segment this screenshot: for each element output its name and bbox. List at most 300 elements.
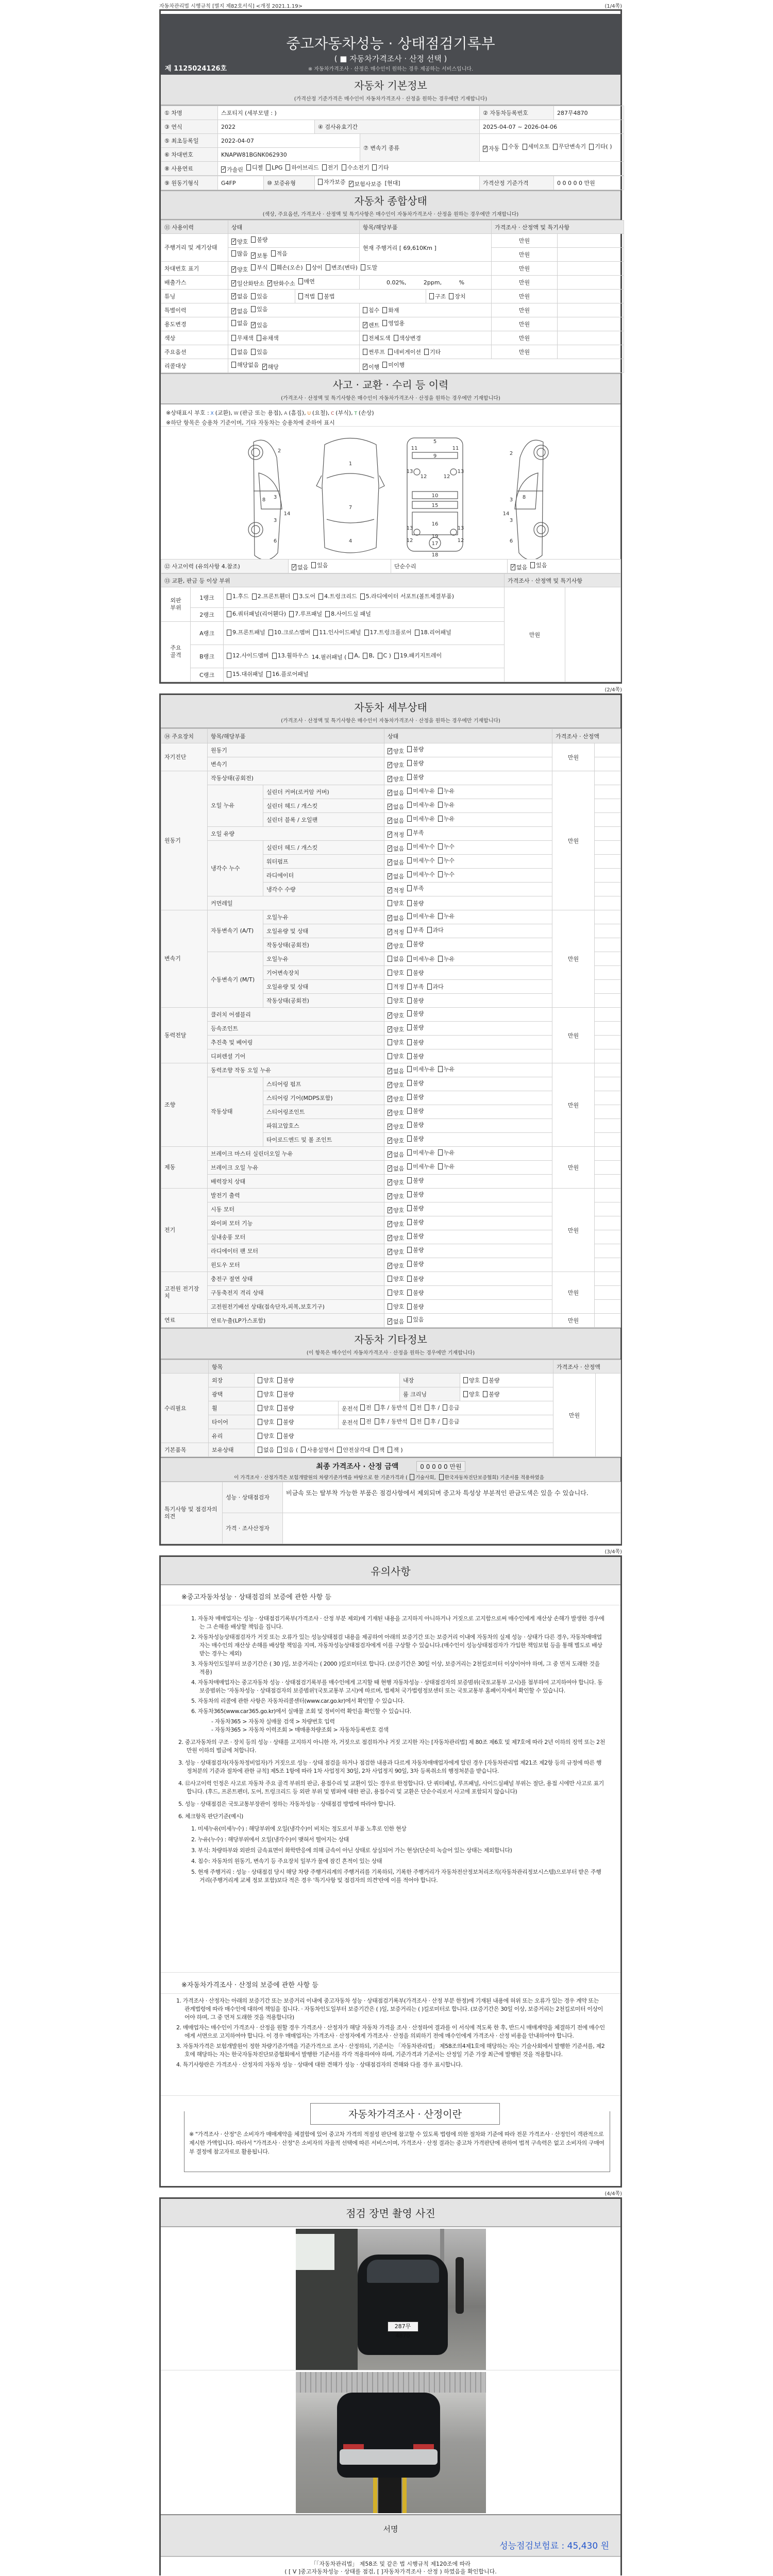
empty-box-icon[interactable] (277, 1377, 282, 1383)
checked-box-icon[interactable]: ✓ (388, 1179, 393, 1185)
checkbox-option[interactable] (483, 1376, 499, 1384)
empty-box-icon[interactable] (298, 278, 303, 284)
checked-box-icon[interactable]: ✓ (388, 1249, 393, 1255)
checkbox-option[interactable] (438, 1065, 455, 1073)
checked-box-icon[interactable]: ✓ (388, 929, 393, 935)
empty-box-icon[interactable] (277, 1391, 282, 1397)
empty-box-icon[interactable] (311, 562, 316, 568)
checkbox-option[interactable] (388, 1052, 404, 1060)
checkbox-option[interactable] (407, 982, 424, 991)
empty-box-icon[interactable] (388, 1447, 392, 1453)
checkbox-option[interactable] (231, 361, 259, 369)
checkbox-option[interactable] (231, 319, 248, 327)
empty-box-icon[interactable] (258, 1433, 262, 1439)
checkbox-option[interactable] (388, 1025, 404, 1033)
checkbox-option[interactable] (425, 1417, 440, 1426)
empty-box-icon[interactable] (407, 1010, 412, 1016)
checkbox-option[interactable] (407, 1023, 424, 1031)
empty-box-icon[interactable] (407, 900, 412, 906)
checkbox-option[interactable] (438, 787, 455, 795)
empty-box-icon[interactable] (438, 913, 443, 919)
checked-box-icon[interactable]: ✓ (292, 564, 297, 570)
empty-box-icon[interactable] (502, 144, 507, 150)
checkbox-option[interactable] (361, 263, 377, 272)
checkbox-option[interactable] (407, 1289, 424, 1297)
empty-box-icon[interactable] (342, 164, 346, 171)
empty-box-icon[interactable] (407, 1290, 412, 1296)
checkbox-option[interactable] (388, 1178, 404, 1187)
empty-box-icon[interactable] (388, 900, 392, 906)
checkbox-option[interactable] (231, 238, 248, 246)
empty-box-icon[interactable] (443, 1404, 447, 1411)
checkbox-option[interactable] (277, 1404, 294, 1412)
checked-box-icon[interactable]: ✓ (388, 1207, 393, 1213)
checkbox-option[interactable] (443, 1417, 459, 1426)
empty-box-icon[interactable] (375, 1404, 379, 1411)
checkbox-option[interactable] (407, 926, 424, 934)
checkbox-option[interactable] (438, 815, 455, 823)
empty-box-icon[interactable] (388, 984, 392, 990)
empty-box-icon[interactable] (348, 653, 353, 659)
checkbox-option[interactable] (257, 334, 279, 342)
empty-box-icon[interactable] (411, 1418, 415, 1425)
empty-box-icon[interactable] (266, 671, 271, 677)
empty-box-icon[interactable] (251, 264, 256, 270)
checkbox-option[interactable] (246, 163, 263, 172)
checked-box-icon[interactable]: ✓ (388, 1138, 393, 1143)
checkbox-option[interactable] (438, 1162, 455, 1171)
checked-box-icon[interactable]: ✓ (388, 1110, 393, 1115)
checkbox-option[interactable] (364, 629, 412, 636)
checkbox-option[interactable] (277, 1432, 294, 1440)
empty-box-icon[interactable] (306, 264, 311, 270)
checkbox-option[interactable] (407, 1275, 424, 1283)
empty-box-icon[interactable] (318, 293, 323, 299)
checkbox-option[interactable] (231, 334, 254, 342)
empty-box-icon[interactable] (438, 1163, 443, 1170)
checkbox-option[interactable] (407, 1107, 424, 1115)
checked-box-icon[interactable]: ✓ (388, 790, 393, 795)
checked-box-icon[interactable]: ✓ (388, 915, 393, 921)
checkbox-option[interactable] (425, 1403, 440, 1412)
checkbox-option[interactable] (407, 1232, 424, 1240)
empty-box-icon[interactable] (407, 760, 412, 766)
empty-box-icon[interactable] (407, 829, 412, 836)
checkbox-option[interactable] (227, 652, 269, 659)
checkbox-option[interactable] (388, 1038, 404, 1046)
checkbox-option[interactable] (407, 773, 424, 781)
checkbox-option[interactable] (388, 886, 404, 894)
checkbox-option[interactable] (388, 1192, 404, 1200)
checkbox-option[interactable] (318, 178, 346, 186)
checkbox-option[interactable] (298, 292, 315, 300)
checked-box-icon[interactable]: ✓ (388, 804, 393, 809)
checkbox-option[interactable] (231, 279, 264, 287)
checked-box-icon[interactable]: ✓ (232, 239, 237, 244)
checked-box-icon[interactable]: ✓ (388, 1096, 393, 1101)
checkbox-option[interactable] (388, 872, 404, 880)
checked-box-icon[interactable]: ✓ (232, 280, 237, 286)
checkbox-option[interactable] (363, 321, 379, 329)
checkbox-option[interactable] (227, 629, 265, 636)
checked-box-icon[interactable]: ✓ (388, 943, 393, 948)
checkbox-option[interactable] (407, 899, 424, 907)
checkbox-option[interactable] (271, 249, 288, 258)
empty-box-icon[interactable] (318, 179, 323, 185)
checkbox-option[interactable] (407, 1065, 435, 1073)
empty-box-icon[interactable] (258, 1447, 262, 1453)
checkbox-option[interactable] (348, 652, 360, 659)
empty-box-icon[interactable] (363, 349, 367, 355)
checkbox-option[interactable] (449, 292, 465, 300)
empty-box-icon[interactable] (372, 164, 377, 171)
checkbox-option[interactable] (407, 1134, 424, 1143)
empty-box-icon[interactable] (388, 349, 393, 355)
empty-box-icon[interactable] (407, 1261, 412, 1267)
empty-box-icon[interactable] (407, 746, 412, 752)
checkbox-option[interactable] (388, 1262, 404, 1270)
checkbox-option[interactable] (325, 611, 371, 618)
empty-box-icon[interactable] (438, 802, 443, 808)
checkbox-option[interactable] (407, 1260, 424, 1268)
empty-box-icon[interactable] (439, 1474, 444, 1480)
checkbox-option[interactable] (388, 1137, 404, 1145)
empty-box-icon[interactable] (258, 1405, 262, 1411)
checkbox-option[interactable] (293, 593, 315, 600)
empty-box-icon[interactable] (388, 1053, 392, 1059)
checkbox-option[interactable] (382, 361, 405, 369)
checkbox-option[interactable] (251, 348, 267, 356)
checkbox-option[interactable] (349, 180, 382, 188)
checkbox-option[interactable] (363, 306, 379, 314)
checkbox-option[interactable] (231, 307, 248, 315)
checked-box-icon[interactable]: ✓ (363, 322, 368, 328)
empty-box-icon[interactable] (374, 1447, 378, 1453)
checkbox-option[interactable] (258, 1418, 274, 1426)
checked-box-icon[interactable]: ✓ (388, 1318, 393, 1324)
checkbox-option[interactable] (318, 593, 357, 600)
checkbox-option[interactable] (388, 858, 404, 867)
checkbox-option[interactable] (252, 593, 291, 600)
checkbox-option[interactable] (407, 1162, 435, 1171)
checked-box-icon[interactable]: ✓ (251, 252, 256, 258)
checkbox-option[interactable] (231, 249, 248, 258)
checkbox-option[interactable] (407, 1148, 435, 1157)
checkbox-option[interactable] (388, 1317, 404, 1326)
empty-box-icon[interactable] (388, 1290, 392, 1296)
checkbox-option[interactable] (388, 1302, 404, 1311)
checkbox-option[interactable] (360, 593, 454, 600)
empty-box-icon[interactable] (251, 349, 256, 355)
empty-box-icon[interactable] (407, 1149, 412, 1156)
empty-box-icon[interactable] (438, 857, 443, 863)
empty-box-icon[interactable] (364, 630, 369, 636)
empty-box-icon[interactable] (407, 1233, 412, 1239)
empty-box-icon[interactable] (407, 1039, 412, 1045)
checkbox-option[interactable] (258, 1432, 274, 1440)
checkbox-option[interactable] (227, 611, 286, 618)
checkbox-option[interactable] (388, 747, 404, 755)
checkbox-option[interactable] (388, 831, 404, 839)
empty-box-icon[interactable] (231, 320, 236, 326)
checkbox-option[interactable] (407, 1190, 424, 1198)
checked-box-icon[interactable]: ✓ (388, 762, 393, 768)
empty-box-icon[interactable] (407, 984, 412, 990)
empty-box-icon[interactable] (427, 927, 432, 933)
checkbox-option[interactable] (553, 143, 586, 150)
checkbox-option[interactable] (589, 143, 612, 150)
empty-box-icon[interactable] (227, 671, 231, 677)
empty-box-icon[interactable] (378, 653, 382, 659)
checkbox-option[interactable] (388, 1067, 404, 1075)
checkbox-option[interactable] (407, 1218, 424, 1226)
checkbox-option[interactable] (292, 563, 308, 571)
empty-box-icon[interactable] (375, 1418, 379, 1425)
empty-box-icon[interactable] (231, 362, 236, 368)
checked-box-icon[interactable]: ✓ (388, 776, 393, 782)
checkbox-option[interactable] (502, 143, 519, 150)
checked-box-icon[interactable]: ✓ (222, 166, 226, 172)
empty-box-icon[interactable] (272, 653, 277, 659)
empty-box-icon[interactable] (407, 956, 412, 962)
checkbox-option[interactable] (438, 842, 455, 851)
empty-box-icon[interactable] (407, 788, 412, 794)
checkbox-option[interactable] (411, 1417, 422, 1426)
checkbox-option[interactable] (463, 1376, 480, 1384)
empty-box-icon[interactable] (268, 630, 273, 636)
empty-box-icon[interactable] (438, 1066, 443, 1072)
empty-box-icon[interactable] (388, 970, 392, 976)
empty-box-icon[interactable] (407, 1053, 412, 1059)
empty-box-icon[interactable] (227, 630, 231, 636)
empty-box-icon[interactable] (382, 307, 387, 313)
checked-box-icon[interactable]: ✓ (388, 1026, 393, 1032)
checkbox-option[interactable] (388, 348, 421, 356)
checkbox-option[interactable] (231, 292, 248, 300)
empty-box-icon[interactable] (438, 816, 443, 822)
checkbox-option[interactable] (407, 1302, 424, 1311)
empty-box-icon[interactable] (589, 144, 594, 150)
checkbox-option[interactable] (277, 1376, 294, 1384)
checkbox-option[interactable] (407, 1204, 424, 1212)
empty-box-icon[interactable] (438, 956, 443, 962)
checkbox-option[interactable] (388, 761, 404, 769)
empty-box-icon[interactable] (326, 264, 330, 270)
checkbox-option[interactable] (407, 1038, 424, 1046)
checkbox-option[interactable] (262, 363, 279, 371)
empty-box-icon[interactable] (407, 1177, 412, 1183)
checkbox-option[interactable] (374, 1446, 385, 1454)
checkbox-option[interactable] (388, 844, 404, 853)
empty-box-icon[interactable] (251, 306, 256, 312)
empty-box-icon[interactable] (438, 1149, 443, 1156)
checkbox-option[interactable] (372, 163, 389, 172)
checkbox-option[interactable] (342, 163, 369, 172)
empty-box-icon[interactable] (388, 956, 392, 962)
empty-box-icon[interactable] (325, 611, 330, 617)
checkbox-option[interactable] (388, 817, 404, 825)
empty-box-icon[interactable] (227, 611, 231, 617)
empty-box-icon[interactable] (231, 335, 236, 341)
empty-box-icon[interactable] (388, 997, 392, 1004)
empty-box-icon[interactable] (258, 1377, 262, 1383)
checkbox-option[interactable] (438, 1148, 455, 1157)
checkbox-option[interactable] (277, 1418, 294, 1426)
empty-box-icon[interactable] (407, 1122, 412, 1128)
checkbox-option[interactable] (511, 563, 527, 571)
empty-box-icon[interactable] (407, 774, 412, 780)
checkbox-option[interactable] (268, 629, 311, 636)
checkbox-option[interactable] (285, 163, 318, 172)
empty-box-icon[interactable] (277, 1433, 282, 1439)
checkbox-option[interactable] (258, 1390, 274, 1398)
checkbox-option[interactable] (221, 165, 243, 174)
empty-box-icon[interactable] (407, 857, 412, 863)
checkbox-option[interactable] (382, 306, 399, 314)
checkbox-option[interactable] (322, 163, 339, 172)
empty-box-icon[interactable] (246, 164, 251, 171)
checkbox-option[interactable] (388, 942, 404, 950)
empty-box-icon[interactable] (427, 984, 432, 990)
empty-box-icon[interactable] (271, 264, 276, 270)
empty-box-icon[interactable] (251, 236, 256, 243)
empty-box-icon[interactable] (258, 1419, 262, 1425)
empty-box-icon[interactable] (415, 630, 419, 636)
empty-box-icon[interactable] (298, 293, 303, 299)
empty-box-icon[interactable] (266, 164, 271, 171)
checkbox-option[interactable] (427, 982, 444, 991)
empty-box-icon[interactable] (530, 562, 535, 568)
checkbox-option[interactable] (388, 1164, 404, 1173)
checkbox-option[interactable] (407, 759, 424, 767)
checkbox-option[interactable] (388, 899, 404, 907)
empty-box-icon[interactable] (361, 264, 365, 270)
checked-box-icon[interactable]: ✓ (232, 308, 237, 314)
empty-box-icon[interactable] (257, 335, 261, 341)
empty-box-icon[interactable] (407, 885, 412, 891)
empty-box-icon[interactable] (483, 1391, 488, 1397)
checkbox-option[interactable] (231, 265, 248, 274)
empty-box-icon[interactable] (407, 1080, 412, 1086)
empty-box-icon[interactable] (407, 1108, 412, 1114)
empty-box-icon[interactable] (523, 144, 527, 150)
checkbox-option[interactable] (298, 277, 315, 285)
checkbox-option[interactable] (407, 996, 424, 1005)
checkbox-option[interactable] (258, 1446, 274, 1454)
empty-box-icon[interactable] (388, 1303, 392, 1310)
checkbox-option[interactable] (439, 1473, 544, 1481)
checkbox-option[interactable] (407, 870, 435, 878)
checkbox-option[interactable] (388, 1234, 404, 1242)
empty-box-icon[interactable] (407, 871, 412, 877)
checkbox-option[interactable] (388, 969, 404, 977)
checkbox-option[interactable] (483, 1390, 499, 1398)
checkbox-option[interactable] (407, 1079, 424, 1087)
empty-box-icon[interactable] (407, 843, 412, 850)
checked-box-icon[interactable]: ✓ (388, 1221, 393, 1227)
empty-box-icon[interactable] (271, 250, 276, 257)
checkbox-option[interactable] (463, 1390, 480, 1398)
empty-box-icon[interactable] (429, 293, 434, 299)
checkbox-option[interactable] (360, 1403, 372, 1412)
checkbox-option[interactable] (388, 928, 404, 936)
checked-box-icon[interactable]: ✓ (388, 887, 393, 893)
checked-box-icon[interactable]: ✓ (232, 266, 237, 272)
checkbox-option[interactable] (378, 652, 391, 659)
empty-box-icon[interactable] (251, 293, 256, 299)
checkbox-option[interactable] (363, 363, 379, 371)
empty-box-icon[interactable] (407, 1163, 412, 1170)
checkbox-option[interactable] (523, 143, 550, 150)
checkbox-option[interactable] (394, 334, 422, 342)
checkbox-option[interactable] (388, 996, 404, 1005)
checked-box-icon[interactable]: ✓ (388, 1124, 393, 1129)
checkbox-option[interactable] (427, 926, 444, 934)
empty-box-icon[interactable] (227, 653, 231, 659)
checkbox-option[interactable] (407, 1009, 424, 1018)
empty-box-icon[interactable] (394, 653, 399, 659)
checkbox-option[interactable] (277, 1446, 298, 1454)
empty-box-icon[interactable] (394, 335, 398, 341)
checkbox-option[interactable] (363, 652, 374, 659)
empty-box-icon[interactable] (360, 1418, 365, 1425)
checkbox-option[interactable] (271, 263, 303, 272)
empty-box-icon[interactable] (449, 293, 453, 299)
checkbox-option[interactable] (388, 789, 404, 797)
checkbox-option[interactable] (227, 671, 263, 678)
empty-box-icon[interactable] (231, 250, 236, 257)
checked-box-icon[interactable]: ✓ (511, 564, 516, 570)
empty-box-icon[interactable] (313, 630, 318, 636)
empty-box-icon[interactable] (407, 941, 412, 947)
checkbox-option[interactable] (407, 801, 435, 809)
checkbox-option[interactable] (530, 561, 547, 569)
checkbox-option[interactable] (251, 251, 267, 260)
checkbox-option[interactable] (258, 1404, 274, 1412)
empty-box-icon[interactable] (443, 1418, 447, 1425)
empty-box-icon[interactable] (407, 1136, 412, 1142)
checked-box-icon[interactable]: ✓ (388, 1068, 393, 1074)
checked-box-icon[interactable]: ✓ (388, 1235, 393, 1241)
empty-box-icon[interactable] (407, 816, 412, 822)
empty-box-icon[interactable] (463, 1377, 468, 1383)
checkbox-option[interactable] (407, 1315, 424, 1324)
checkbox-option[interactable] (438, 856, 455, 865)
checkbox-option[interactable] (407, 912, 435, 920)
checkbox-option[interactable] (266, 164, 282, 171)
empty-box-icon[interactable] (553, 144, 558, 150)
checkbox-option[interactable] (438, 801, 455, 809)
empty-box-icon[interactable] (322, 164, 327, 171)
checkbox-option[interactable] (438, 870, 455, 878)
empty-box-icon[interactable] (252, 594, 257, 600)
checked-box-icon[interactable]: ✓ (388, 845, 393, 851)
empty-box-icon[interactable] (463, 1391, 468, 1397)
checkbox-option[interactable] (407, 1052, 424, 1060)
checkbox-option[interactable] (251, 263, 267, 272)
empty-box-icon[interactable] (293, 594, 298, 600)
empty-box-icon[interactable] (363, 335, 367, 341)
empty-box-icon[interactable] (407, 1247, 412, 1253)
checked-box-icon[interactable]: ✓ (349, 181, 354, 187)
empty-box-icon[interactable] (388, 1276, 392, 1282)
empty-box-icon[interactable] (407, 1276, 412, 1282)
checkbox-option[interactable] (388, 1220, 404, 1228)
checkbox-option[interactable] (388, 1275, 404, 1283)
empty-box-icon[interactable] (227, 594, 231, 600)
checkbox-option[interactable] (388, 982, 404, 991)
checkbox-option[interactable] (407, 745, 424, 753)
